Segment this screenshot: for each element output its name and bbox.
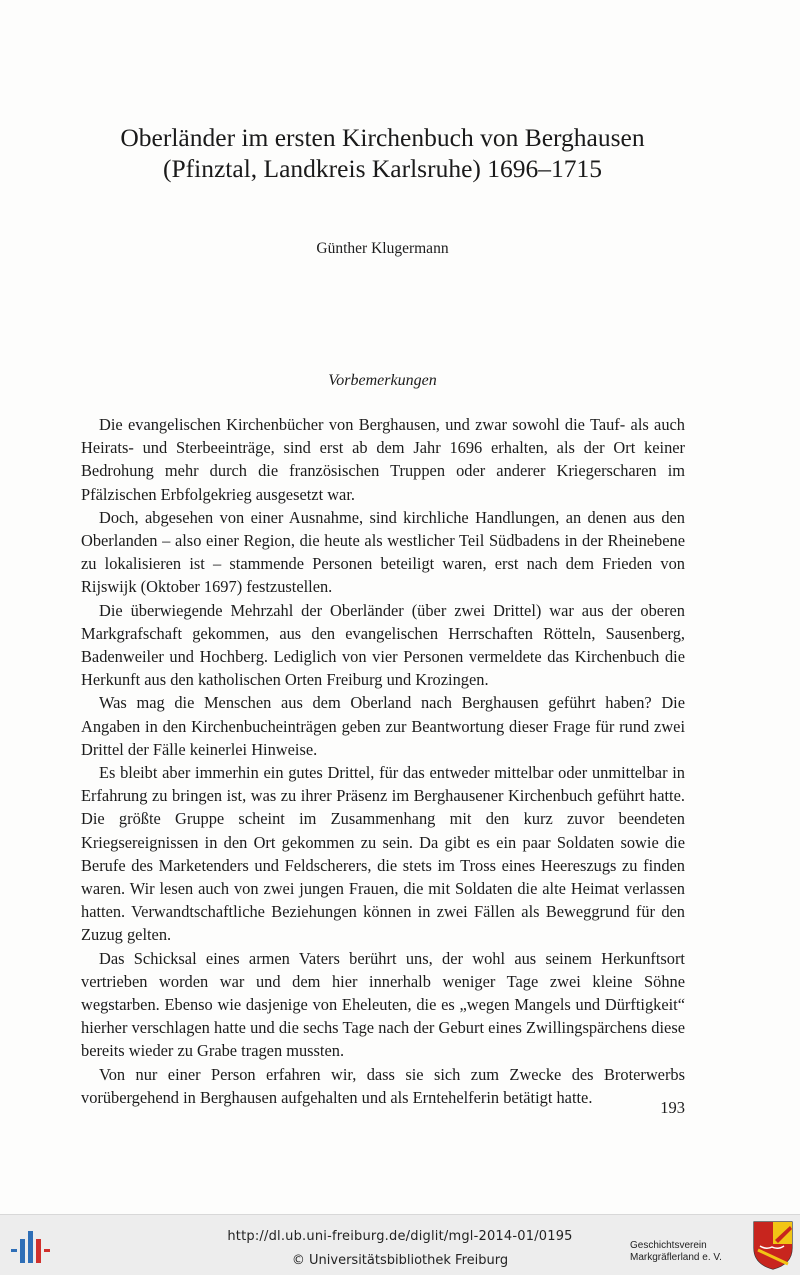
society-name-line-2: Markgräflerland e. V. [630,1252,722,1263]
paragraph-5: Es bleibt aber immerhin ein gutes Drittel, für das entweder mittelbar oder unmittelbar in Erfahrung zu bringen ist, was zu ihrer Präsenz im Berghausener Kirchenbuch geführt hatte. Die größte Gruppe scheint im Zusammenhang mit den kurz zuvor beendeten Kriegsereignissen in den Ort gekommen zu sein. Da gibt es ein paar Soldaten sowie die Berufe des Marketenders und Feldscherers, die stets im Tross eines Heereszugs zu finden waren. Wir lesen auch von zwei jungen Frauen, die mit Soldaten die alte Heimat verlassen hatten. Verwandtschaftliche Beziehungen können in zwei Fällen als Beweggrund für den Zuzug gelten. [81,763,685,945]
copyright-notice: © Universitätsbibliothek Freiburg [291,1253,509,1268]
paragraph-4: Was mag die Menschen aus dem Oberland nach Berghausen geführt haben? Die Angaben in den Kirchenbucheinträgen geben zur Beantwortung dieser Frage für rund zwei Drittel der Fälle keinerlei Hinweise. [81,693,685,759]
paragraph-7: Von nur einer Person erfahren wir, dass sie sich zum Zwecke des Broterwerbs vorübergehend in Berghausen aufgehalten und als Erntehelferin betätigt hatte. [81,1064,685,1107]
section-heading: Vorbemerkungen [328,372,437,389]
ub-freiburg-logo-icon[interactable] [10,1225,52,1265]
society-name [630,1240,748,1264]
article-title [80,122,685,184]
paragraph-1: Die evangelischen Kirchenbücher von Berghausen, und zwar sowohl die Tauf- als auch Heirats- und Sterbeeinträge, sind erst ab dem Jahr 1696 erhalten, als der Ort keiner Bedrohung mehr durch die französischen Truppen oder anderer Kriegerscharen im Pfälzischen Erbfolgekrieg ausgesetzt war. [81,415,685,504]
society-name-line-1: Geschichtsverein [630,1240,707,1251]
paragraph-2: Doch, abgesehen von einer Ausnahme, sind kirchliche Handlungen, an denen aus den Oberlanden – also einer Region, die heute als westlicher Teil Südbadens in der Rheinebene zu lokalisieren ist – stammende Personen beteiligt waren, erst nach dem Frieden von Rijswijk (Oktober 1697) festzustellen. [81,507,685,597]
title-line-1: Oberländer im ersten Kirchenbuch von Berghausen [120,123,645,152]
article-body [81,413,685,1109]
paragraph-3: Die überwiegende Mehrzahl der Oberländer (über zwei Drittel) war aus der oberen Markgrafschaft gekommen, aus den evangelischen Herrschaften Rötteln, Sausenberg, Badenweiler und Hochberg. Lediglich von vier Personen vermeldete das Kirchenbuch die Herkunft aus den katholischen Orten Freiburg und Krozingen. [81,600,685,690]
permalink-url[interactable]: http://dl.ub.uni-freiburg.de/diglit/mgl-2014-01/0195 [227,1229,573,1244]
paragraph-6: Das Schicksal eines armen Vaters berührt uns, der wohl aus seinem Herkunftsort vertrieben worden war und dem hier innerhalb weniger Tage zwei kleine Söhne wegstarben. Ebenso wie dasjenige von Eheleuten, die es „wegen Mangels und Dürftigkeit“ hierher verschlagen hatte und die sechs Tage nach der Geburt eines Zwillingspärchens diese bereits wieder zu Grabe tragen mussten. [81,948,685,1061]
viewer-footer [0,1214,800,1275]
page-number: 193 [660,1098,685,1117]
markgraeflerland-crest-icon [752,1220,794,1270]
author-name: Günther Klugermann [316,240,449,257]
title-line-2: (Pfinztal, Landkreis Karlsruhe) 1696–1715 [162,154,603,183]
